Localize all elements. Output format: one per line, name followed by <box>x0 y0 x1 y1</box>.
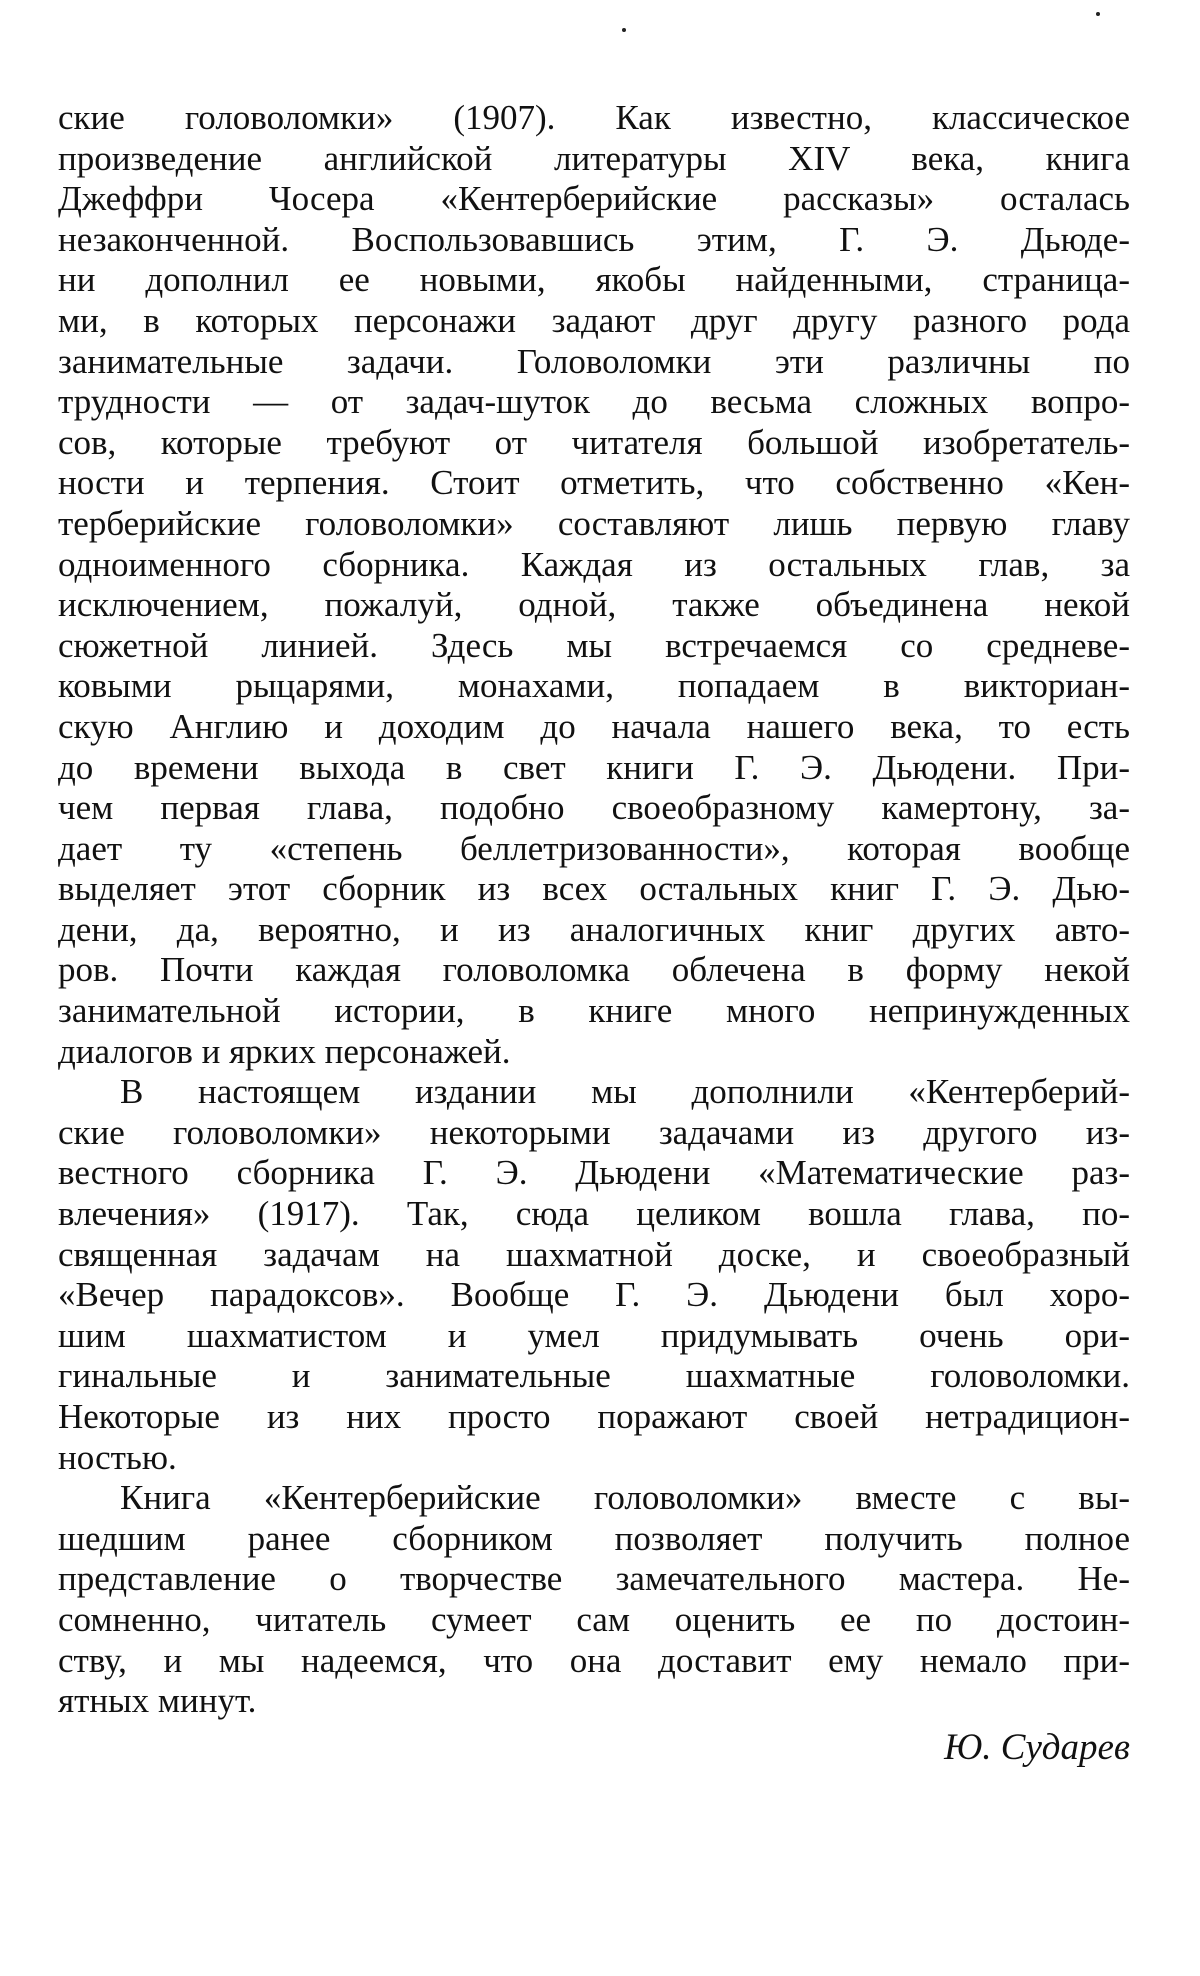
text-line: исключением, пожалуй, одной, также объединена некой <box>58 585 1130 625</box>
text-line: ни дополнил ее новыми, якобы найденными, страница- <box>58 260 1130 300</box>
text-line: скую Англию и доходим до начала нашего века, то есть <box>58 706 1130 746</box>
text-line: до времени выхода в свет книги Г. Э. Дьюдени. При- <box>58 747 1130 787</box>
text-line: произведение английской литературы XIV века, книга <box>58 138 1130 178</box>
text-line: сов, которые требуют от читателя большой изобретатель- <box>58 422 1130 462</box>
text-line: ству, и мы надеемся, что она доставит ему немало при- <box>58 1640 1130 1680</box>
text-line: гинальные и занимательные шахматные головоломки. <box>58 1356 1130 1396</box>
text-line: диалогов и ярких персонажей. <box>58 1031 511 1071</box>
text-line: дает ту «степень беллетризованности», которая вообще <box>58 828 1130 868</box>
text-line: трудности — от задач-шуток до весьма сложных вопро- <box>58 382 1130 422</box>
text-line: представление о творчестве замечательного мастера. Не- <box>58 1559 1130 1599</box>
text-line: занимательные задачи. Головоломки эти различны по <box>58 341 1130 381</box>
print-speck <box>1096 12 1100 16</box>
text-line: ностью. <box>58 1437 177 1477</box>
text-line: терберийские головоломки» составляют лишь первую главу <box>58 503 1130 543</box>
text-line: незаконченной. Воспользовавшись этим, Г. Э. Дьюде- <box>58 219 1130 259</box>
text-line: влечения» (1917). Так, сюда целиком вошла глава, по- <box>58 1194 1130 1234</box>
text-line: сюжетной линией. Здесь мы встречаемся со средневе- <box>58 625 1130 665</box>
text-line: ров. Почти каждая головоломка облечена в форму некой <box>58 950 1130 990</box>
text-line: «Вечер парадоксов». Вообще Г. Э. Дьюдени был хоро- <box>58 1275 1130 1315</box>
print-speck <box>622 28 626 32</box>
text-line: одноименного сборника. Каждая из остальных глав, за <box>58 544 1130 584</box>
text-line: ятных минут. <box>58 1681 257 1721</box>
paragraph-3 <box>58 1478 1130 1722</box>
text-line: чем первая глава, подобно своеобразному камертону, за- <box>58 788 1130 828</box>
text-line: В настоящем издании мы дополнили «Кентерберий- <box>120 1072 1130 1112</box>
text-line: Джеффри Чосера «Кентерберийские рассказы» осталась <box>58 179 1130 219</box>
body-text <box>58 98 1130 1722</box>
text-line: ми, в которых персонажи задают друг другу разного рода <box>58 300 1130 340</box>
text-line: священная задачам на шахматной доске, и своеобразный <box>58 1234 1130 1274</box>
text-line: ковыми рыцарями, монахами, попадаем в викториан- <box>58 666 1130 706</box>
author-signature: Ю. Сударев <box>944 1727 1130 1768</box>
text-line: Книга «Кентерберийские головоломки» вместе с вы- <box>120 1478 1130 1518</box>
text-line: шим шахматистом и умел придумывать очень ори- <box>58 1315 1130 1355</box>
paragraph-1 <box>58 98 1130 1072</box>
paragraph-2 <box>58 1072 1130 1478</box>
text-line: занимательной истории, в книге много непринужденных <box>58 991 1130 1031</box>
text-line: сомненно, читатель сумеет сам оценить ее по достоин- <box>58 1599 1130 1639</box>
text-line: дени, да, вероятно, и из аналогичных книг других авто- <box>58 909 1130 949</box>
text-line: Некоторые из них просто поражают своей нетрадицион- <box>58 1397 1130 1436</box>
text-line: ности и терпения. Стоит отметить, что собственно «Кен- <box>58 463 1130 503</box>
text-line: выделяет этот сборник из всех остальных книг Г. Э. Дью- <box>58 869 1130 909</box>
text-line: шедшим ранее сборником позволяет получить полное <box>58 1518 1130 1558</box>
text-line: ские головоломки» (1907). Как известно, классическое <box>58 98 1130 137</box>
text-line: ские головоломки» некоторыми задачами из другого из- <box>58 1112 1130 1152</box>
text-line: вестного сборника Г. Э. Дьюдени «Математические раз- <box>58 1153 1130 1193</box>
